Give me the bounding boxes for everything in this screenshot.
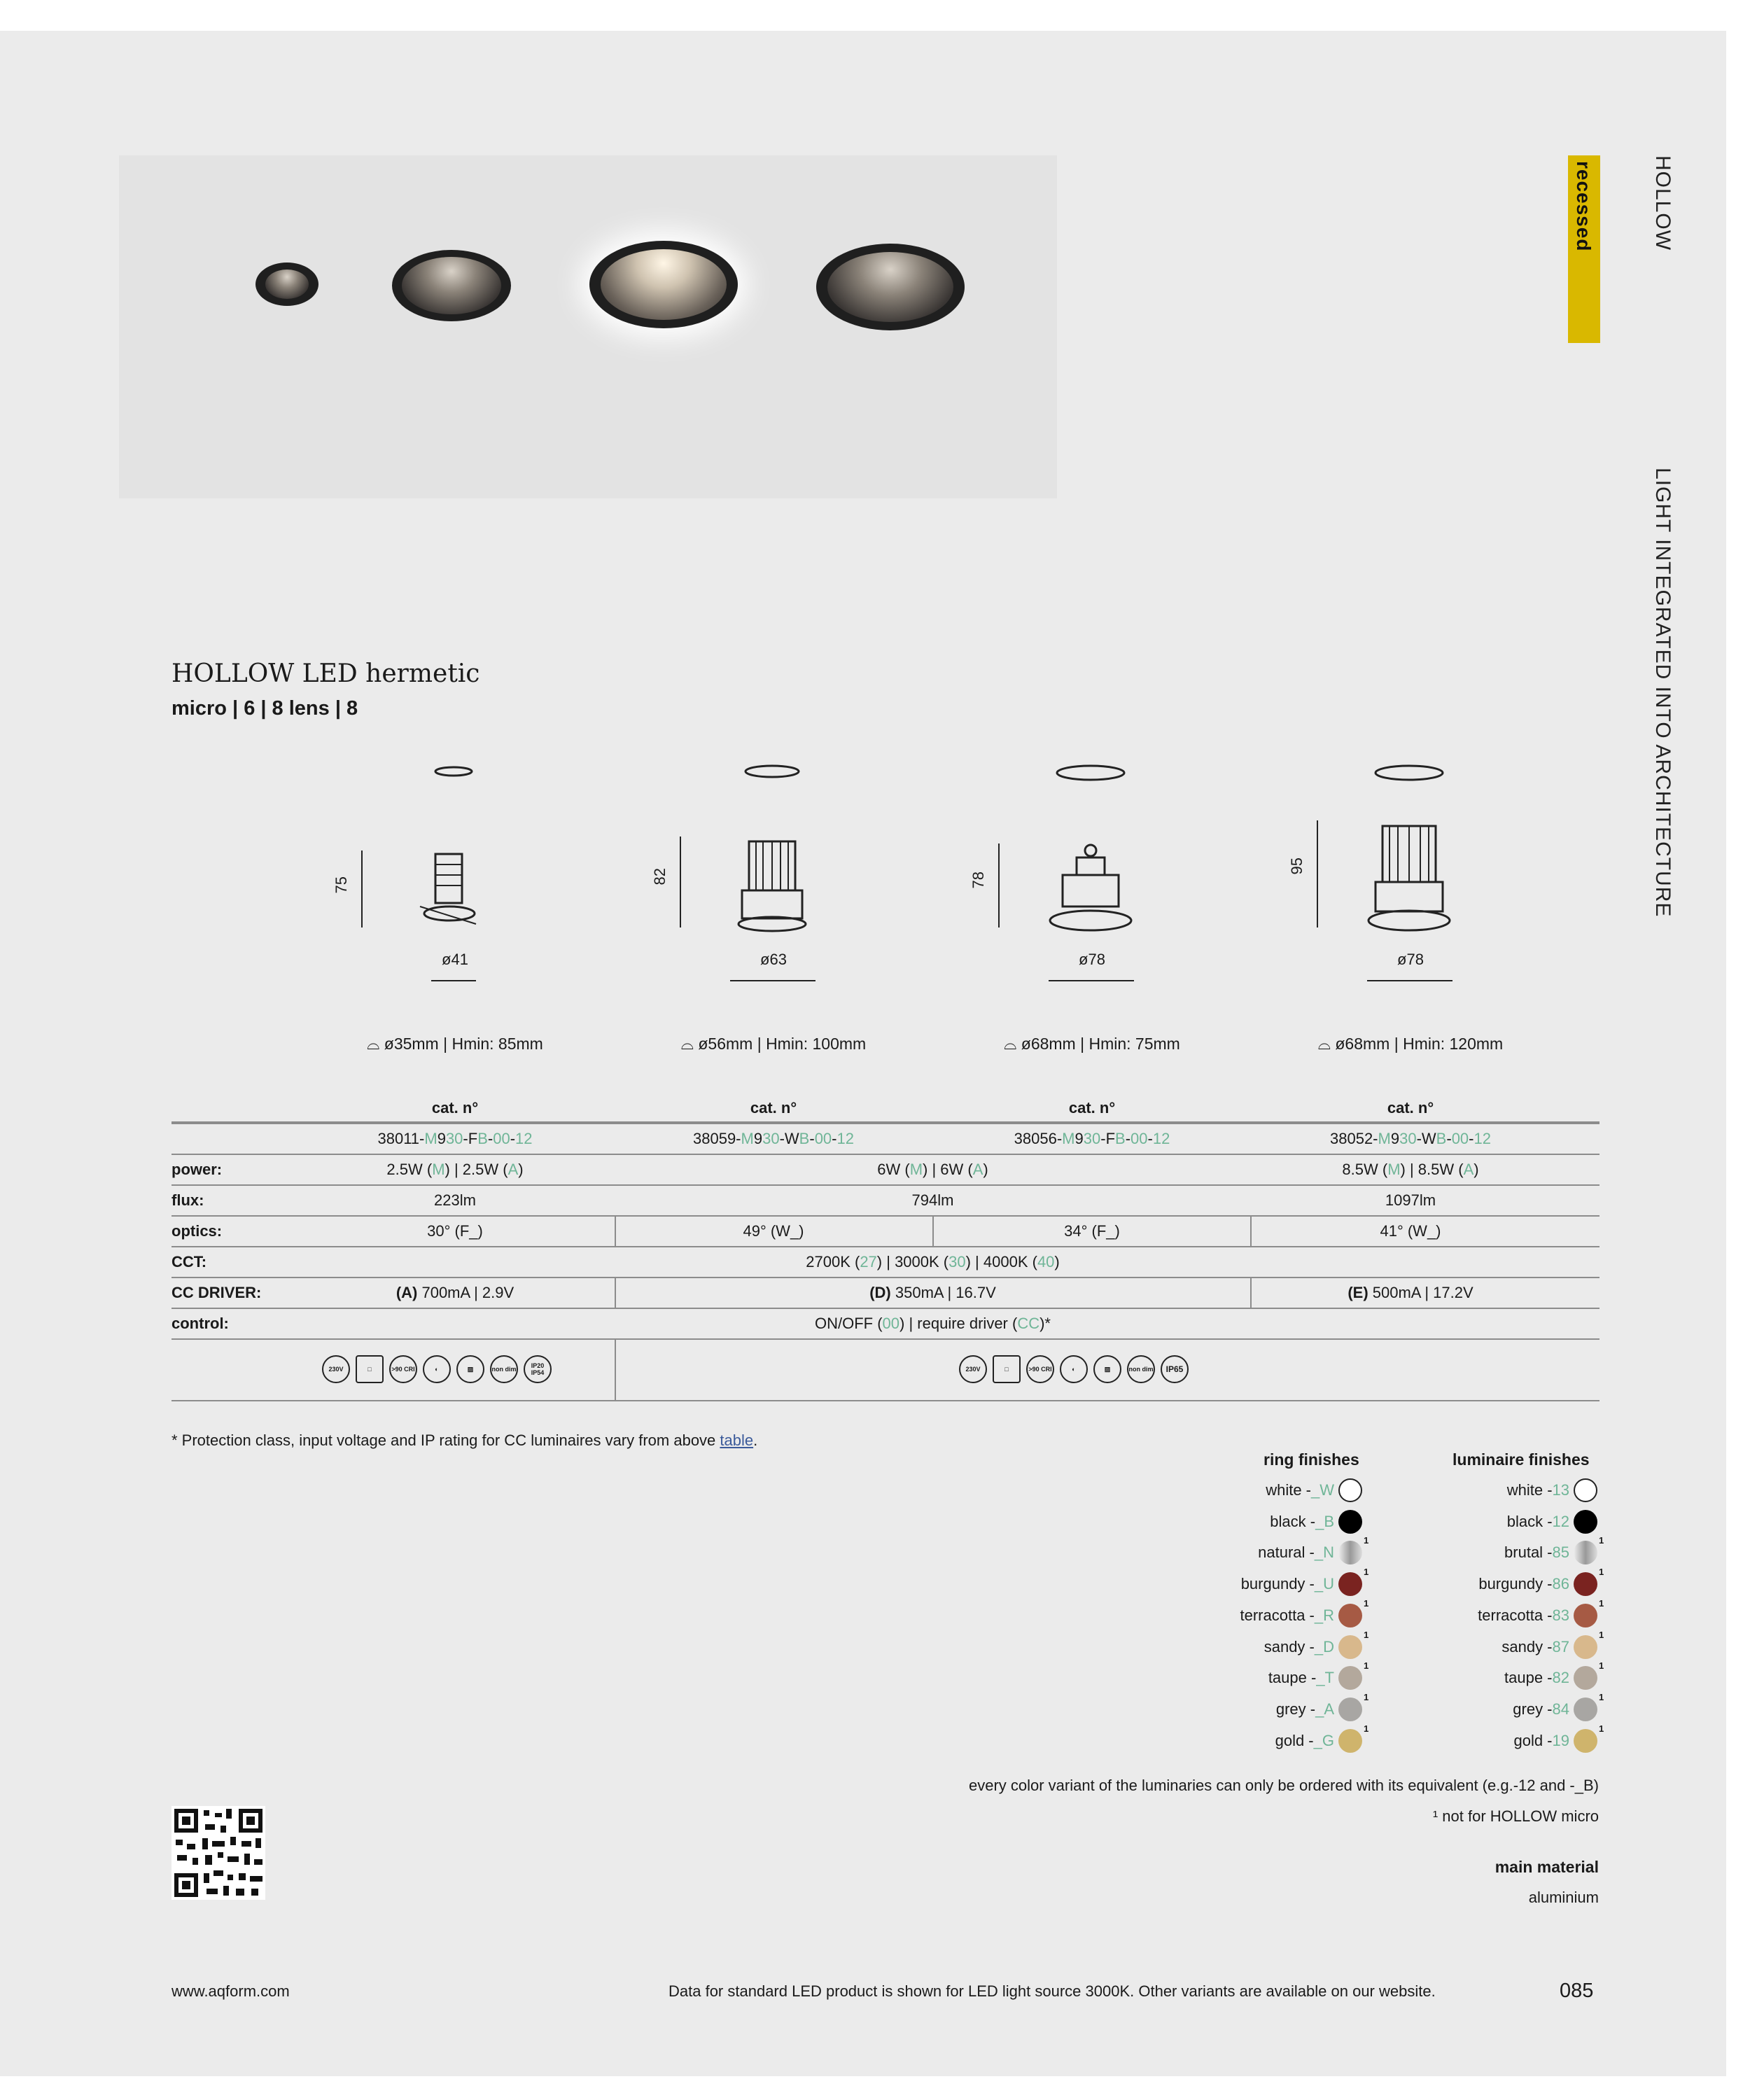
tagline-vertical: LIGHT INTEGRATED INTO ARCHITECTURE — [1651, 468, 1674, 918]
voltage-icon: 230V — [959, 1355, 987, 1383]
material-value: aluminium — [1528, 1889, 1599, 1906]
finish-item: gold -19 — [1513, 1731, 1569, 1749]
lamp-8-lens — [589, 241, 738, 328]
material-label: main material — [1494, 1858, 1599, 1876]
finish-swatch — [1338, 1635, 1362, 1659]
table-row — [172, 1123, 1600, 1155]
finish-swatch — [1574, 1729, 1597, 1753]
table-link[interactable]: table — [720, 1432, 754, 1449]
website-link[interactable]: www.aqform.com — [172, 1982, 290, 2000]
table-row — [172, 1338, 1600, 1401]
cat-number-8-lens: 38056-M930-FB-00-12 — [1014, 1130, 1170, 1147]
diameter-label: ø41 — [442, 951, 468, 968]
finish-swatch — [1338, 1604, 1362, 1628]
ring-finishes-header: ring finishes — [1264, 1450, 1359, 1469]
finish-swatch — [1574, 1510, 1597, 1534]
cri-icon: >90 CRI — [1026, 1355, 1054, 1383]
product-title: HOLLOW LED hermetic — [172, 659, 480, 688]
height-label: 82 — [651, 868, 668, 886]
finish-swatch — [1574, 1604, 1597, 1628]
page-number: 085 — [1560, 1980, 1594, 2002]
footnote-marker: 1 — [1364, 1535, 1369, 1546]
finish-item: brutal -85 — [1504, 1544, 1569, 1562]
footnote-marker: 1 — [1599, 1691, 1604, 1702]
table-row: flux: 223lm 794lm 1097lm — [172, 1184, 1600, 1217]
footnote-marker: 1 — [1364, 1691, 1369, 1702]
lamp-micro — [255, 262, 318, 306]
height-label: 78 — [969, 872, 987, 889]
diameter-label: ø78 — [1079, 951, 1105, 968]
finish-item: sandy -87 — [1502, 1637, 1569, 1656]
finish-item: taupe -82 — [1504, 1669, 1569, 1687]
footnote-marker: 1 — [1599, 1629, 1604, 1640]
table-row: cat. n° cat. n° cat. n° cat. n° — [172, 1092, 1600, 1124]
finish-item: natural -_N — [1258, 1544, 1334, 1562]
class-icon: □ — [993, 1355, 1021, 1383]
glare-icon: ▨ — [1093, 1355, 1121, 1383]
finish-swatch — [1338, 1510, 1362, 1534]
finish-item: black -_B — [1270, 1512, 1334, 1530]
product-photo — [119, 155, 1057, 498]
cutout-8: ⌓ ø68mm | Hmin: 120mm — [1317, 1035, 1504, 1053]
table-row: CCT: 2700K (27) | 3000K (30) | 4000K (40) — [172, 1246, 1600, 1278]
finish-item: burgundy -_U — [1240, 1575, 1334, 1593]
table-row: control: ON/OFF (00) | require driver (CC)* — [172, 1308, 1600, 1340]
finish-item: sandy -_D — [1264, 1637, 1334, 1656]
lamp-6 — [392, 250, 511, 321]
finish-item: burgundy -86 — [1478, 1575, 1569, 1593]
footnote-marker: 1 — [1599, 1723, 1604, 1734]
footnote-marker: 1 — [1599, 1535, 1604, 1546]
footer-disclaimer: Data for standard LED product is shown for LED light source 3000K. Other variants are available on our website. — [668, 1982, 1436, 2000]
table-row: power: 2.5W (M) | 2.5W (A) 6W (M) | 6W (A) 8.5W (M) | 8.5W (A) — [172, 1154, 1600, 1186]
non-dim-icon: non dim — [490, 1355, 518, 1383]
finish-swatch — [1338, 1666, 1362, 1690]
footnote-marker: 1 — [1364, 1629, 1369, 1640]
ip-icon: IP20 IP54 — [524, 1355, 552, 1383]
finish-item: grey -84 — [1513, 1700, 1569, 1718]
beam-icon: ◐ — [423, 1355, 451, 1383]
lamp-8 — [816, 244, 965, 330]
cutout-micro: ⌓ ø35mm | Hmin: 85mm — [367, 1035, 543, 1053]
ip-icon: IP65 — [1161, 1355, 1189, 1383]
footnote-marker: 1 — [1364, 1723, 1369, 1734]
finish-item: gold -_G — [1275, 1731, 1334, 1749]
diameter-label: ø63 — [760, 951, 787, 968]
finish-swatch — [1338, 1572, 1362, 1596]
cutout-8-lens: ⌓ ø68mm | Hmin: 75mm — [1004, 1035, 1180, 1053]
brand-vertical: HOLLOW — [1651, 155, 1674, 251]
icon-strip-other — [959, 1355, 1189, 1383]
class-icon: □ — [356, 1355, 384, 1383]
finish-swatch — [1574, 1572, 1597, 1596]
finish-swatch — [1574, 1478, 1597, 1502]
finish-swatch — [1338, 1478, 1362, 1502]
finish-swatch — [1574, 1635, 1597, 1659]
category-tab: recessed — [1568, 155, 1600, 343]
micro-note: ¹ not for HOLLOW micro — [1432, 1807, 1599, 1825]
finish-swatch — [1574, 1666, 1597, 1690]
product-subtitle: micro | 6 | 8 lens | 8 — [172, 697, 358, 720]
footnote-marker: 1 — [1599, 1597, 1604, 1609]
cri-icon: >90 CRI — [389, 1355, 417, 1383]
diameter-label: ø78 — [1397, 951, 1424, 968]
finish-item: black -12 — [1506, 1512, 1569, 1530]
footnote-marker: 1 — [1364, 1660, 1369, 1672]
height-label: 75 — [332, 876, 350, 894]
beam-icon: ◐ — [1060, 1355, 1088, 1383]
glare-icon: ▨ — [456, 1355, 484, 1383]
footnote-marker: 1 — [1599, 1567, 1604, 1578]
finish-swatch — [1338, 1698, 1362, 1721]
finish-swatch — [1574, 1698, 1597, 1721]
cat-number-8: 38052-M930-WB-00-12 — [1330, 1130, 1491, 1147]
footnote-marker: 1 — [1364, 1567, 1369, 1578]
table-row: optics: 30° (F_) 49° (W_) 34° (F_) 41° (W_) — [172, 1215, 1600, 1247]
table-row: CC DRIVER: (A) 700mA | 2.9V (D) 350mA | 16.7V (E) 500mA | 17.2V — [172, 1277, 1600, 1309]
finish-item: white -13 — [1506, 1481, 1569, 1499]
non-dim-icon: non dim — [1127, 1355, 1155, 1383]
qr-code[interactable] — [172, 1806, 265, 1900]
finish-item: taupe -_T — [1268, 1669, 1334, 1687]
finish-item: grey -_A — [1275, 1700, 1334, 1718]
finish-item: terracotta -_R — [1240, 1606, 1334, 1624]
footnote-marker: 1 — [1599, 1660, 1604, 1672]
height-label: 95 — [1288, 858, 1306, 875]
icon-strip-micro — [322, 1355, 552, 1383]
finish-item: white -_W — [1266, 1481, 1334, 1499]
finish-item: terracotta -83 — [1478, 1606, 1569, 1624]
cat-number-6: 38059-M930-WB-00-12 — [693, 1130, 854, 1147]
finish-swatch — [1338, 1729, 1362, 1753]
luminaire-finishes-header: luminaire finishes — [1452, 1450, 1590, 1469]
cat-number-micro: 38011-M930-FB-00-12 — [377, 1130, 533, 1147]
variant-note: every color variant of the luminaries can only be ordered with its equivalent (e.g.-12 and -_B) — [968, 1777, 1599, 1794]
voltage-icon: 230V — [322, 1355, 350, 1383]
footnote: * Protection class, input voltage and IP rating for CC luminaires vary from above table. — [172, 1432, 758, 1449]
cutout-6: ⌓ ø56mm | Hmin: 100mm — [680, 1035, 867, 1053]
footnote-marker: 1 — [1364, 1597, 1369, 1609]
